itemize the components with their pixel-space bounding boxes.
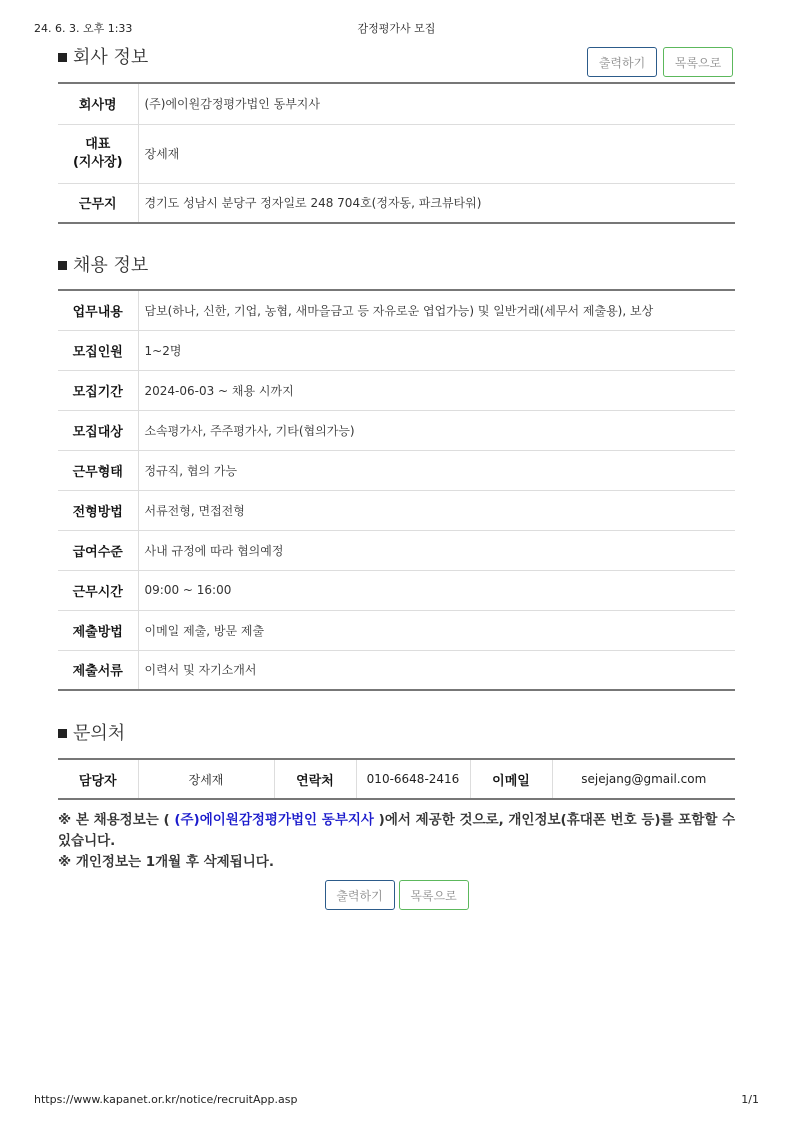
table-row <box>58 450 735 490</box>
company-section-title: 회사 정보 <box>58 46 148 70</box>
list-button-bottom[interactable]: 목록으로 <box>399 880 469 910</box>
row-value: 서류전형, 면접전형 <box>138 490 735 530</box>
row-label <box>58 124 138 183</box>
table-row <box>58 330 735 370</box>
square-bullet-icon <box>58 729 67 738</box>
row-label: 근무형태 <box>58 450 138 490</box>
page-url: https://www.kapanet.or.kr/notice/recruitApp.asp <box>34 1093 298 1106</box>
table-row <box>58 530 735 570</box>
print-button-bottom[interactable]: 출력하기 <box>325 880 395 910</box>
table-row <box>58 650 735 690</box>
row-label: 제출서류 <box>58 650 138 690</box>
table-row <box>58 290 735 330</box>
company-info-table <box>58 82 735 224</box>
phone-value: 010-6648-2416 <box>356 759 470 799</box>
row-value: 경기도 성남시 분당구 정자일로 248 704호(정자동, 파크뷰타워) <box>138 183 735 223</box>
email-value: sejejang@gmail.com <box>581 772 707 786</box>
top-button-group <box>587 47 733 77</box>
row-label: 업무내용 <box>58 290 138 330</box>
notice-line-1: ※ 본 채용정보는 ( (주)에이원감정평가법인 동부지사 )에서 제공한 것으로, 개인정보(휴대폰 번호 등)를 포함할 수 있습니다. <box>58 812 736 849</box>
list-button[interactable]: 목록으로 <box>663 47 733 77</box>
row-value: 2024-06-03 ~ 채용 시까지 <box>138 370 735 410</box>
square-bullet-icon <box>58 53 67 62</box>
manager-value: 장세재 <box>138 759 274 799</box>
row-value: 이력서 및 자기소개서 <box>138 650 735 690</box>
table-row <box>58 490 735 530</box>
document-title: 감정평가사 모집 <box>357 22 436 35</box>
notice-company: (주)에이원감정평가법인 동부지사 <box>174 812 374 828</box>
row-value: 정규직, 협의 가능 <box>138 450 735 490</box>
table-row <box>58 570 735 610</box>
table-row <box>58 83 735 124</box>
bottom-button-group <box>0 880 793 910</box>
rep-label: 대표 (지사장) <box>72 136 123 170</box>
page-number: 1/1 <box>741 1093 759 1106</box>
table-row <box>58 610 735 650</box>
email-label: 이메일 <box>470 759 552 799</box>
row-label: 모집기간 <box>58 370 138 410</box>
print-footer <box>34 1093 759 1109</box>
table-row <box>58 124 735 183</box>
phone-label: 연락처 <box>274 759 356 799</box>
table-row <box>58 759 735 799</box>
manager-label: 담당자 <box>58 759 138 799</box>
row-label: 급여수준 <box>58 530 138 570</box>
row-label: 제출방법 <box>58 610 138 650</box>
print-date: 24. 6. 3. 오후 1:33 <box>34 22 133 35</box>
contact-table <box>58 758 735 800</box>
row-label: 근무시간 <box>58 570 138 610</box>
recruit-section-title: 채용 정보 <box>58 254 148 278</box>
row-label: 모집대상 <box>58 410 138 450</box>
row-label: 회사명 <box>58 83 138 124</box>
table-row <box>58 183 735 223</box>
recruit-info-table <box>58 289 735 691</box>
row-value: 1~2명 <box>138 330 735 370</box>
row-value: (주)에이원감정평가법인 동부지사 <box>144 97 320 112</box>
row-value: 이메일 제출, 방문 제출 <box>138 610 735 650</box>
table-row <box>58 370 735 410</box>
print-header <box>34 20 759 36</box>
row-value: 09:00 ~ 16:00 <box>138 570 735 610</box>
square-bullet-icon <box>58 261 67 270</box>
row-value: 사내 규정에 따라 협의예정 <box>138 530 735 570</box>
row-label: 모집인원 <box>58 330 138 370</box>
print-button[interactable]: 출력하기 <box>587 47 657 77</box>
contact-section-title: 문의처 <box>58 722 125 746</box>
row-value: 담보(하나, 신한, 기업, 농협, 새마을금고 등 자유로운 엽업가능) 및 일반거래(세무서 제출용), 보상 <box>144 303 654 318</box>
table-row <box>58 410 735 450</box>
row-value: 장세재 <box>138 124 735 183</box>
privacy-notice <box>58 810 738 873</box>
row-value: 소속평가사, 주주평가사, 기타(협의가능) <box>138 410 735 450</box>
notice-line-2: ※ 개인정보는 1개월 후 삭제됩니다. <box>58 854 274 870</box>
row-label: 근무지 <box>58 183 138 223</box>
row-label: 전형방법 <box>58 490 138 530</box>
